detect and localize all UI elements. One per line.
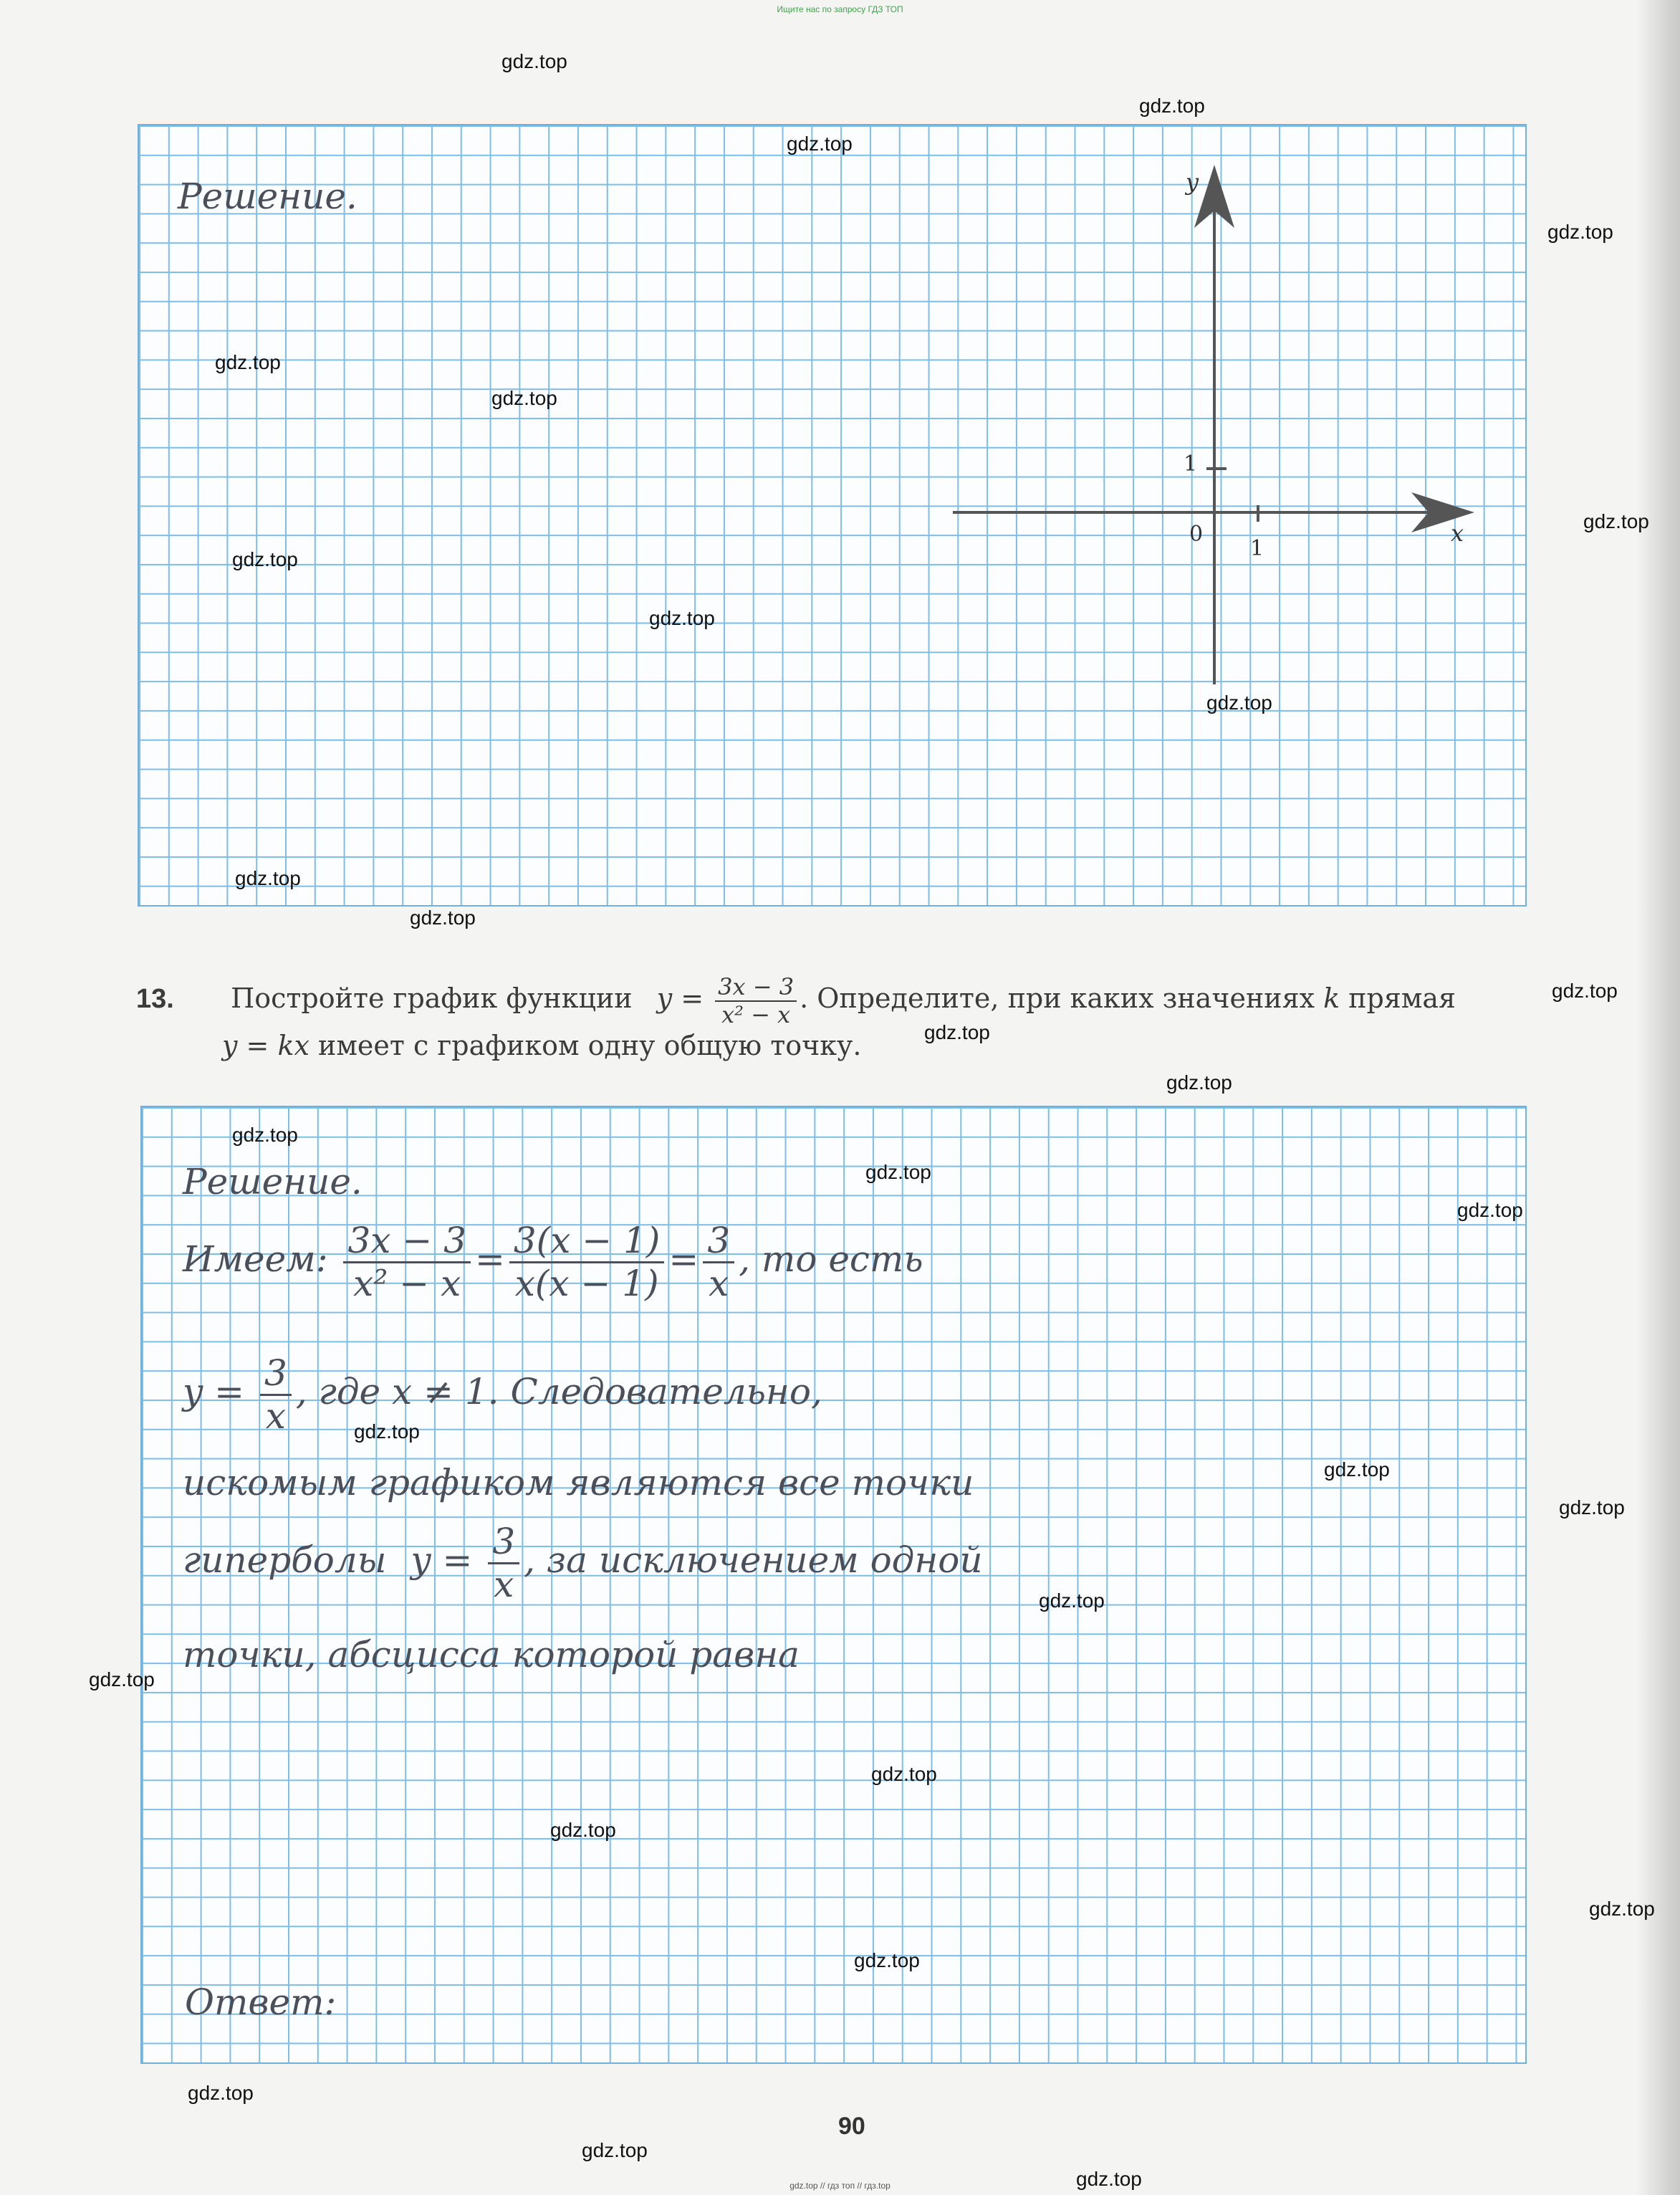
y-eq-text-2: y = xyxy=(411,1539,473,1581)
fraction-1-num: 3x − 3 xyxy=(343,1222,471,1263)
fraction-3-num: 3 xyxy=(703,1222,734,1263)
task-text-after2: прямая xyxy=(1348,982,1456,1014)
origin-label-1: 0 xyxy=(1189,522,1204,547)
watermark: gdz.top xyxy=(89,1668,155,1691)
solution-line-1: Имеем: $\frac{3x - 3}{\text{x² − x}}$ = $\frac{3(x - 1)}{x(x - 1)}$ = $\frac{3}{x}$ , то есть xyxy=(183,1220,923,1304)
task-y-eq: y = xyxy=(656,982,704,1014)
watermark: gdz.top xyxy=(1206,692,1272,714)
task-text-after: . Определите, при каких значениях xyxy=(800,982,1315,1014)
fraction-4-den: x xyxy=(265,1395,286,1437)
watermark: gdz.top xyxy=(871,1763,937,1785)
fraction-3-den: x xyxy=(709,1262,729,1304)
fraction-5-num: 3 xyxy=(488,1523,519,1564)
solution-line-5: точки, абсцисса которой равна xyxy=(183,1634,800,1675)
task-text-before: Постройте график функции xyxy=(231,982,633,1014)
solution-line-4 xyxy=(183,1523,983,1603)
watermark: gdz.top xyxy=(1139,95,1205,117)
answer-label: Ответ: xyxy=(185,1981,337,2023)
solution-label-2: Решение. xyxy=(183,1161,363,1202)
task-13-line-2 xyxy=(136,1028,1519,1063)
watermark: gdz.top xyxy=(1552,980,1618,1002)
watermark: gdz.top xyxy=(1324,1458,1390,1481)
watermark: gdz.top xyxy=(1547,221,1613,243)
watermark: gdz.top xyxy=(550,1819,616,1841)
watermark: gdz.top xyxy=(1076,2168,1142,2190)
watermark: gdz.top xyxy=(865,1161,931,1183)
watermark: gdz.top xyxy=(924,1021,990,1043)
task-k: k xyxy=(1323,982,1340,1014)
watermark: gdz.top xyxy=(232,548,298,570)
have-text: Имеем: xyxy=(183,1238,328,1280)
watermark: gdz.top xyxy=(501,50,567,72)
line4-a: гиперболы xyxy=(183,1539,387,1581)
x-unit-label-1: 1 xyxy=(1250,536,1264,561)
page-number: 90 xyxy=(838,2113,865,2140)
fraction-4 xyxy=(260,1354,292,1435)
fraction-4-num: 3 xyxy=(260,1354,292,1396)
fraction-3 xyxy=(703,1222,734,1302)
top-note: Ищите нас по запросу ГДЗ ТОП xyxy=(777,4,903,14)
watermark: gdz.top xyxy=(1559,1496,1625,1519)
bottom-note: gdz.top // гдз топ // гдз.top xyxy=(789,2181,891,2191)
where-text: , где x ≠ 1. Следовательно, xyxy=(295,1371,822,1412)
line4-b: , за исключением одной xyxy=(524,1539,983,1581)
fraction-1-den: x² − x xyxy=(353,1262,461,1304)
fraction-5 xyxy=(488,1523,519,1603)
watermark: gdz.top xyxy=(1457,1199,1523,1221)
y-unit-label-1: 1 xyxy=(1184,451,1198,477)
watermark: gdz.top xyxy=(582,2139,648,2161)
task-fraction xyxy=(715,974,797,1028)
watermark: gdz.top xyxy=(232,1124,298,1146)
fraction-2 xyxy=(509,1222,665,1302)
fraction-5-den: x xyxy=(494,1563,514,1605)
task-number: 13. xyxy=(136,984,174,1014)
y-label-1: y xyxy=(1186,168,1199,196)
that-is-text: , то есть xyxy=(739,1238,923,1280)
watermark: gdz.top xyxy=(410,907,476,929)
watermark: gdz.top xyxy=(854,1949,920,1971)
task-line-formula: y = kx xyxy=(222,1030,309,1062)
watermark: gdz.top xyxy=(1583,510,1649,532)
y-eq-text: y = xyxy=(183,1371,245,1412)
solution-line-3: искомым графиком являются все точки xyxy=(183,1462,974,1503)
task-13-statement xyxy=(136,970,1519,1063)
watermark: gdz.top xyxy=(1039,1589,1105,1612)
watermark: gdz.top xyxy=(1166,1071,1232,1094)
task-frac-num: 3x − 3 xyxy=(715,974,797,1002)
watermark: gdz.top xyxy=(787,133,853,155)
fraction-2-num: 3(x − 1) xyxy=(509,1222,665,1263)
task-13-line-1 xyxy=(136,970,1519,1028)
watermark: gdz.top xyxy=(188,2082,254,2104)
watermark: gdz.top xyxy=(491,387,557,409)
task-line-text: имеет с графиком одну общую точку. xyxy=(318,1030,862,1062)
fraction-1 xyxy=(343,1222,471,1302)
task-frac-den: x² − x xyxy=(721,1000,791,1028)
watermark: gdz.top xyxy=(1589,1898,1655,1920)
watermark: gdz.top xyxy=(354,1420,420,1443)
solution-label-1: Решение. xyxy=(178,176,357,217)
watermark: gdz.top xyxy=(649,607,715,629)
solution-line-2 xyxy=(183,1354,822,1435)
x-label-1: x xyxy=(1451,520,1464,547)
fraction-2-den: x(x − 1) xyxy=(514,1262,659,1304)
watermark: gdz.top xyxy=(235,867,301,889)
watermark: gdz.top xyxy=(215,351,281,373)
